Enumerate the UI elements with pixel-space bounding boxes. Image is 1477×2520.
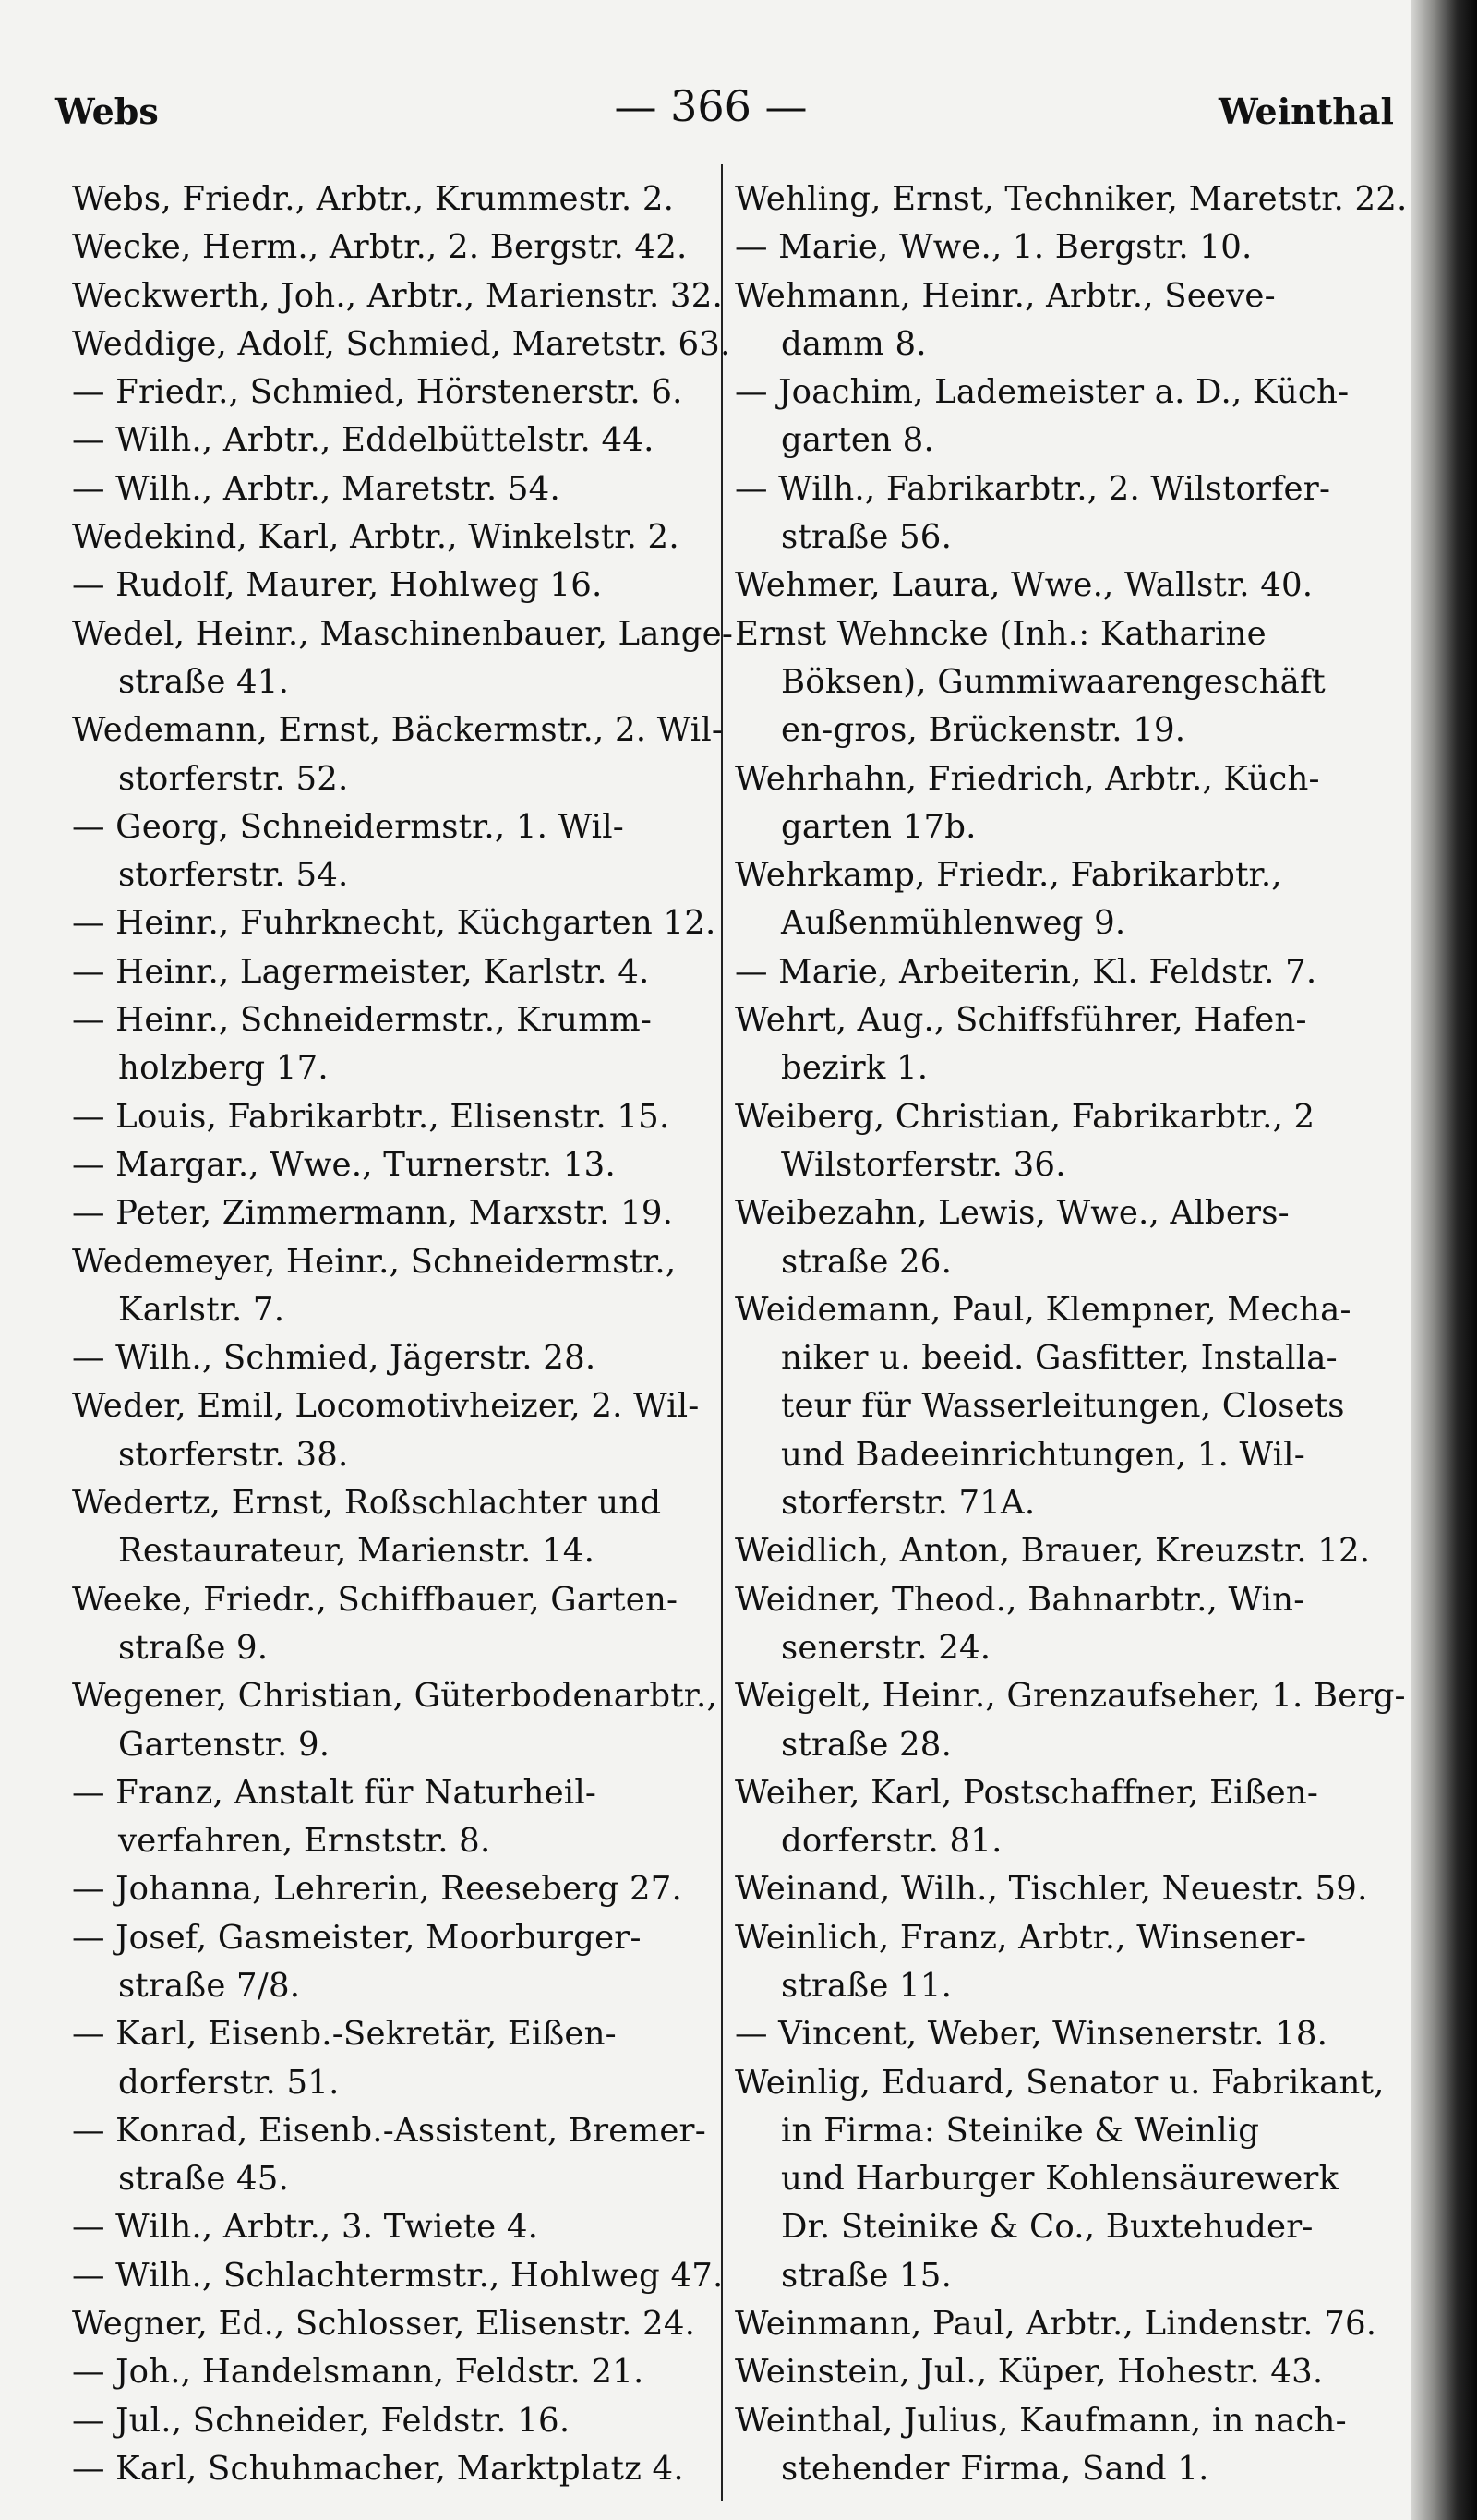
directory-line: Weinlig, Eduard, Senator u. Fabrikant, — [735, 2063, 1385, 2102]
directory-line: Restaurateur, Marienstr. 14. — [118, 1532, 595, 1571]
directory-line: — Louis, Fabrikarbtr., Elisenstr. 15. — [72, 1097, 670, 1136]
directory-line: und Harburger Kohlensäurewerk — [781, 2160, 1339, 2199]
directory-line: Weinthal, Julius, Kaufmann, in nach- — [735, 2401, 1347, 2440]
directory-line: Weidemann, Paul, Klempner, Mecha- — [735, 1290, 1351, 1329]
directory-line: — Vincent, Weber, Winsenerstr. 18. — [735, 2015, 1328, 2054]
directory-line: — Margar., Wwe., Turnerstr. 13. — [72, 1145, 616, 1184]
directory-line: Wehmer, Laura, Wwe., Wallstr. 40. — [735, 566, 1314, 605]
directory-line: Gartenstr. 9. — [118, 1725, 330, 1764]
directory-line: Böksen), Gummiwaarengeschäft — [781, 662, 1326, 701]
directory-line: straße 11. — [781, 1966, 953, 2005]
directory-line: Weidlich, Anton, Brauer, Kreuzstr. 12. — [735, 1532, 1371, 1571]
directory-line: straße 41. — [118, 662, 290, 701]
directory-line: — Georg, Schneidermstr., 1. Wil- — [72, 807, 624, 846]
directory-line: — Wilh., Schlachtermstr., Hohlweg 47. — [72, 2256, 724, 2295]
directory-line: Weckwerth, Joh., Arbtr., Marienstr. 32. — [72, 276, 723, 315]
directory-line: Wedemann, Ernst, Bäckermstr., 2. Wil- — [72, 711, 724, 750]
directory-line: Webs, Friedr., Arbtr., Krummestr. 2. — [72, 180, 675, 218]
directory-line: Wilstorferstr. 36. — [781, 1145, 1066, 1184]
directory-line: Weigelt, Heinr., Grenzaufseher, 1. Berg- — [735, 1677, 1406, 1716]
directory-line: bezirk 1. — [781, 1049, 929, 1088]
directory-line: straße 7/8. — [118, 1966, 301, 2005]
directory-line: Wedertz, Ernst, Roßschlachter und — [72, 1484, 662, 1523]
header-left-keyword: Webs — [55, 90, 159, 132]
directory-line: — Franz, Anstalt für Naturheil- — [72, 1773, 597, 1812]
directory-line: Wegener, Christian, Güterbodenarbtr., — [72, 1677, 717, 1716]
directory-line: Dr. Steinike & Co., Buxtehuder- — [781, 2208, 1314, 2247]
directory-line: Weinand, Wilh., Tischler, Neuestr. 59. — [735, 1870, 1368, 1909]
directory-line: Außenmühlenweg 9. — [781, 904, 1126, 943]
directory-line: Ernst Wehncke (Inh.: Katharine — [735, 614, 1267, 653]
directory-line: Wehrhahn, Friedrich, Arbtr., Küch- — [735, 759, 1320, 798]
directory-line: storferstr. 71A. — [781, 1484, 1036, 1523]
directory-line: — Konrad, Eisenb.-Assistent, Bremer- — [72, 2111, 706, 2150]
directory-line: — Friedr., Schmied, Hörstenerstr. 6. — [72, 373, 683, 412]
directory-line: garten 17b. — [781, 807, 977, 846]
page-header — [55, 81, 1394, 146]
directory-line: Weinlich, Franz, Arbtr., Winsener- — [735, 1918, 1307, 1957]
directory-line: — Joh., Handelsmann, Feldstr. 21. — [72, 2353, 644, 2392]
directory-line: dorferstr. 81. — [781, 1822, 1003, 1861]
left-column — [72, 175, 746, 2493]
directory-line: holzberg 17. — [118, 1049, 329, 1088]
directory-line: Weidner, Theod., Bahnarbtr., Win- — [735, 1580, 1305, 1619]
directory-line: — Wilh., Arbtr., 3. Twiete 4. — [72, 2208, 539, 2247]
header-right-keyword: Weinthal — [1218, 90, 1394, 132]
directory-line: — Wilh., Arbtr., Eddelbüttelstr. 44. — [72, 421, 654, 460]
directory-line: Weeke, Friedr., Schiffbauer, Garten- — [72, 1580, 678, 1619]
directory-line: straße 26. — [781, 1242, 953, 1281]
directory-line: straße 45. — [118, 2160, 290, 2199]
directory-line: Weiher, Karl, Postschaffner, Eißen- — [735, 1773, 1319, 1812]
directory-line: Wedemeyer, Heinr., Schneidermstr., — [72, 1242, 677, 1281]
directory-line: — Wilh., Fabrikarbtr., 2. Wilstorfer- — [735, 469, 1331, 508]
directory-line: dorferstr. 51. — [118, 2063, 340, 2102]
directory-line: — Jul., Schneider, Feldstr. 16. — [72, 2401, 570, 2440]
directory-line: damm 8. — [781, 324, 927, 363]
directory-line: — Joachim, Lademeister a. D., Küch- — [735, 373, 1350, 412]
directory-line: verfahren, Ernststr. 8. — [118, 1822, 491, 1861]
directory-line: — Josef, Gasmeister, Moorburger- — [72, 1918, 642, 1957]
directory-line: garten 8. — [781, 421, 934, 460]
directory-line: senerstr. 24. — [781, 1628, 991, 1667]
directory-line: — Wilh., Schmied, Jägerstr. 28. — [72, 1339, 596, 1378]
directory-line: Weibezahn, Lewis, Wwe., Albers- — [735, 1194, 1290, 1233]
directory-line: Weinmann, Paul, Arbtr., Lindenstr. 76. — [735, 2305, 1377, 2344]
directory-line: Wehrt, Aug., Schiffsführer, Hafen- — [735, 1001, 1307, 1040]
directory-line: Weder, Emil, Locomotivheizer, 2. Wil- — [72, 1387, 700, 1426]
directory-line: Wecke, Herm., Arbtr., 2. Bergstr. 42. — [72, 228, 688, 267]
directory-line: storferstr. 52. — [118, 759, 349, 798]
directory-line: — Heinr., Fuhrknecht, Küchgarten 12. — [72, 904, 716, 943]
page-number: — 366 — — [614, 81, 808, 131]
directory-line: stehender Firma, Sand 1. — [781, 2449, 1209, 2488]
directory-line: storferstr. 38. — [118, 1435, 349, 1474]
directory-line: straße 9. — [118, 1628, 269, 1667]
directory-line: — Heinr., Schneidermstr., Krumm- — [72, 1001, 653, 1040]
directory-line: — Marie, Wwe., 1. Bergstr. 10. — [735, 228, 1253, 267]
directory-line: Weinstein, Jul., Küper, Hohestr. 43. — [735, 2353, 1324, 2392]
directory-line: Weiberg, Christian, Fabrikarbtr., 2 — [735, 1097, 1315, 1136]
directory-line: Karlstr. 7. — [118, 1290, 285, 1329]
directory-line: — Johanna, Lehrerin, Reeseberg 27. — [72, 1870, 683, 1909]
directory-line: Wedekind, Karl, Arbtr., Winkelstr. 2. — [72, 518, 679, 557]
directory-line: straße 56. — [781, 518, 953, 557]
directory-line: und Badeeinrichtungen, 1. Wil- — [781, 1435, 1305, 1474]
directory-line: — Karl, Schuhmacher, Marktplatz 4. — [72, 2449, 684, 2488]
directory-line: — Peter, Zimmermann, Marxstr. 19. — [72, 1194, 674, 1233]
directory-line: Wedel, Heinr., Maschinenbauer, Lange- — [72, 614, 734, 653]
directory-line: Wehmann, Heinr., Arbtr., Seeve- — [735, 276, 1276, 315]
directory-line: Wegner, Ed., Schlosser, Elisenstr. 24. — [72, 2305, 696, 2344]
directory-line: in Firma: Steinike & Weinlig — [781, 2111, 1260, 2150]
directory-line: — Karl, Eisenb.-Sekretär, Eißen- — [72, 2015, 617, 2054]
directory-line: — Wilh., Arbtr., Maretstr. 54. — [72, 469, 560, 508]
directory-line: — Marie, Arbeiterin, Kl. Feldstr. 7. — [735, 952, 1317, 991]
directory-line: straße 28. — [781, 1725, 953, 1764]
directory-line: Wehling, Ernst, Techniker, Maretstr. 22. — [735, 180, 1408, 218]
directory-line: straße 15. — [781, 2256, 953, 2295]
directory-line: teur für Wasserleitungen, Closets — [781, 1387, 1345, 1426]
directory-line: Wehrkamp, Friedr., Fabrikarbtr., — [735, 856, 1282, 895]
directory-line: niker u. beeid. Gasfitter, Installa- — [781, 1339, 1338, 1378]
directory-line: Weddige, Adolf, Schmied, Maretstr. 63. — [72, 324, 731, 363]
directory-line: en-gros, Brückenstr. 19. — [781, 711, 1186, 750]
directory-line: — Rudolf, Maurer, Hohlweg 16. — [72, 566, 603, 605]
book-binding-shadow — [1411, 0, 1477, 2520]
directory-line: storferstr. 54. — [118, 856, 349, 895]
right-column — [735, 175, 1409, 2493]
directory-line: — Heinr., Lagermeister, Karlstr. 4. — [72, 952, 650, 991]
